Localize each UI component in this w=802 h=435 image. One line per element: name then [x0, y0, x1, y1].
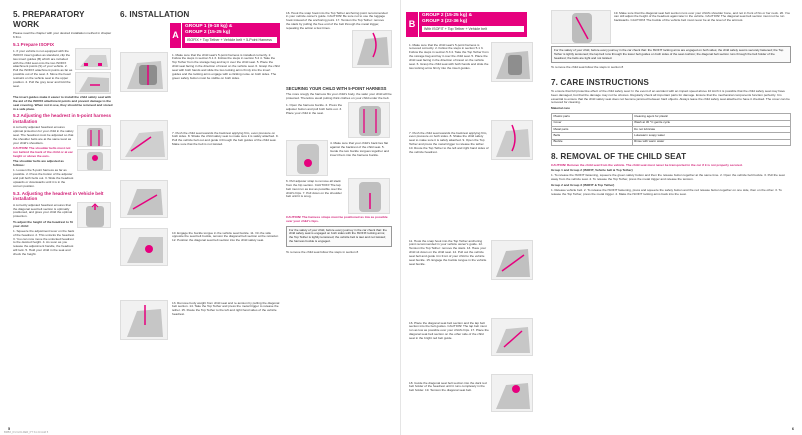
- remove-group-b: Group 2 and Group 3 (ISOFIT & Top Tether): [551, 182, 615, 187]
- secure-warning: CAUTION! The harness straps must be positioned as low as possible over your child's hips.: [286, 214, 388, 223]
- page-number-right: 6: [791, 427, 794, 432]
- group-a-line2: GROUP 2 (15-25 kg): [185, 29, 231, 35]
- belt-text: A correctly adjusted headrest ensures that the diagonal seat belt section is optimally positioned, and gives your child the optimal protection.: [13, 202, 73, 219]
- prep-title: 5. PREPARATORY WORK: [13, 10, 85, 30]
- isofix-title: 5.1 Prepare ISOFIX: [13, 41, 55, 47]
- group-a-header: [182, 23, 280, 48]
- secure-check-note: For the safety of your child, before every journey in the car check that: the child safety seat is engaged on both sides with the ISOFIX locking arms; the Top Tether is tightly tensioned; the vehicle belt is taut and not twisted; the harness buckle is engaged.: [286, 226, 392, 247]
- prep-column: [13, 10, 113, 257]
- page-number-left: 5: [8, 427, 11, 432]
- care-table-row: [552, 139, 791, 145]
- care-text: To ensure that full protective effect of the child safety seat: In the event of an accident with an impact speed above 10 km/h it is possible that the child safety seat may have been damaged, but that the damage may not be obvious. Regularly check all important parts for damage. Ensure that the mechanical components function perfectly. It is essential to ensure that the child safety seat does not become jammed between hard objects. Always leave the child safety seat attached to have it checked. The cover can be removed for cleaning.: [551, 88, 790, 105]
- install-b-illustration-4: [491, 318, 533, 356]
- install-a-illustration-3: [120, 180, 168, 218]
- group-b-line3: With ISOFIT + Top Tether + Vehicle belt: [422, 26, 524, 31]
- care-method-cell: Wash at 30 °C gentle cycle: [632, 120, 790, 126]
- care-part-cell: Belts: [552, 133, 633, 139]
- shoulder-belt-illustration: [551, 10, 611, 44]
- remove-note-left: To remove the child seat follow the steps in section 8: [286, 249, 359, 254]
- install-a-illustration-5: [120, 300, 168, 340]
- harness-title: 5.2 Adjusting the headrest in 5-point harness installation: [13, 113, 112, 125]
- group-b-tag: B: [406, 12, 418, 37]
- install-a-steps-5: 16. Hook the snap hook into the Top Tether anchoring point recommended in your vehicle owner's guide. CAUTION! Be sure not to use the luggage hook instead of the anchoring point. 17. Tension the Top Tether: remove the slack by pulling the free end of the belt through the metal trigger, repeating the action a few times.: [286, 10, 388, 30]
- right-page: [401, 0, 802, 435]
- install-a-illustration-4: [120, 228, 168, 266]
- remove-steps-b: 1. Release vehicle belt. 2. To release the ISOFIT fastening, press and squeeze the safety button and the red release button together on one side, then on the other. 3. To release the Top Tether, press the metal trigger. 4. Make the ISOFIT locking arms back into the seat.: [551, 187, 782, 196]
- secure-illustration-3: [348, 178, 390, 214]
- care-part-cell: Buckle: [552, 139, 633, 145]
- install-b-steps-1: 1. Make sure that the child seat's 5-point harness is removed correctly. 2. Follow the steps in section 5.1 3. Follow the steps in section 5.3 4. Take the Top Tether from the storage bag and lay it over the child seat. 5. Place the child seat facing in the direction of travel on the vehicle seat. 6. Grasp the child seat with both hands and slide the two locking arms firmly into the insert guides.: [409, 42, 489, 70]
- install-a-illustration-2: [120, 120, 168, 160]
- shoulder-steps: 1. Loosen the 5-point harness as far as possible. 2. Press the button of the adjuster and pull both belts out. 3. Slide the headrest upwards or downwards until it is in the correct position.: [13, 168, 74, 188]
- installation-title: 6. INSTALLATION: [120, 10, 190, 19]
- harness-illustration-2: [77, 149, 111, 171]
- right-column: [551, 10, 791, 197]
- group-a-line3: ISOFIX + Top Tether + Vehicle belt + 5-Point Harness: [185, 37, 277, 42]
- install-a-steps-2: 7. Push the child seat towards the backrest applying firm, even pressure on both sides. 8. Shake the child safety seat to make sure it is safely attached. 9. Pull the vehicle belt out and guide it through the belt guides of the child seat. Make sure that the belt is not twisted.: [172, 130, 279, 147]
- belt-steps: 1. Squeeze the adjustment lever on the back of the headrest. 2. This unlocks the headrest. 3. You can now move the unlocked headrest to the desired height. 4. As soon as you release the adjustment handle, the headrest will lock. 5. Hold your child in the seat and check the height.: [13, 228, 75, 257]
- harness-warning: CAUTION! The shoulder belts must not run behind the back of the child or at ear height or above the ears.: [13, 146, 73, 158]
- install-b-illustration-1: [491, 42, 533, 82]
- prep-intro: Please read the chapter with your desired installation method in chapter 6 first.: [13, 31, 112, 39]
- care-table-title: Material care: [551, 106, 570, 111]
- install-b-steps-2: 7. Push the child seat towards the backrest applying firm, even pressure on both sides. 8. Shake the child safety seat to make sure it is safely attached. 9. Open the Top Tether and press the metal trigger to release the tether. 10. Route the Top Tether to the left and right hand sides of the vehicle headrest.: [409, 130, 489, 154]
- belt-title: 5.3. Adjusting the headrest in Vehicle belt installation: [13, 190, 104, 202]
- group-b-header: [419, 12, 527, 37]
- install-a-steps-4: 13. Remove body weight from child seat and re-tension by pulling the diagonal belt section. 14. Take the Top Tether and press the metal trigger to release the tether. 15. Route the Top Tether to the left and right hand sides of the vehicle headrest.: [172, 300, 280, 317]
- install-b-steps-5: 18. Guide the diagonal seat belt section into the dark red belt holder of the headrest until it runs completely in the belt holder. 19. Tension the diagonal seat belt.: [409, 380, 487, 393]
- remove-warning: CAUTION! Remove the child seat from the vehicle. The child seat must never be transported in the car if it is not properly secured.: [551, 162, 743, 167]
- secure-illustration-2: [286, 140, 328, 176]
- remove-steps-a: 1. To release the ISOFIT fastening, squeeze the green safety button and then the release button together at the same time. 2. Open the vehicle belt buckle. 3. Pull the seat away from the vehicle seat. 4. To release the Top Tether, press the metal trigger and release the tension.: [551, 173, 785, 182]
- secure-steps-3: 6. Pull adjuster strap to remove all slack from the hip section. CAUTION! The lap belt must run as low as possible over the child's hips. 7. Pull down on the shoulder belt until it is snug.: [286, 178, 342, 199]
- secure-illustration-1: [348, 102, 390, 138]
- headrest-illustration: [77, 202, 111, 228]
- install-b-illustration-2: [491, 120, 533, 160]
- isofix-illustration-2: [75, 72, 111, 94]
- care-method-cell: Cleaning agent for plastic: [632, 114, 790, 120]
- remove-group-a: Group 1 and Group 2 (ISOFIT, Vehicle belt & Top Tether): [551, 167, 633, 172]
- care-method-cell: Do not lubricate: [632, 126, 790, 132]
- secure-steps-2: 4. Make sure that your child's back lies flat against the backrest of the child seat. 5. Guide the two buckle tongues together and insert them into the harness buckle.: [330, 140, 389, 157]
- care-table: [551, 113, 791, 146]
- care-part-cell: Cover: [552, 120, 633, 126]
- care-method-cell: Lukewarm soapy water: [632, 133, 790, 139]
- group-a-line1: GROUP 1 (9-18 kg) &: [185, 24, 233, 29]
- install-a-steps-1: 1. Make sure that the child seat's 5-point harness is installed correctly. 2. Follow the steps in section 5.1 3. Follow the steps in section 5.2 4. Take the Top Tether from the storage bag and lay it over the child seat. 5. Place the child seat facing in the direction of travel on the vehicle seat. 6. Grasp the child seat with both hands and slide the two locking arms firmly into the insert guides and the locking arms engage with a clicking noise on both sides. The green safety button must be visible on both sides.: [172, 52, 280, 80]
- isofix-illustration-1: [75, 48, 111, 70]
- care-method-cell: Rinse with warm water: [632, 139, 790, 145]
- secure-section: [286, 84, 392, 255]
- isofix-steps: 1. If your vehicle is not equipped with the ISOFIX insert guides as standard, clip the two insert guides (B) which are included with the child seat onto the two ISOFIX attachment points (S) of your vehicle. 2. Pull the ISOFIX attachment points as far as possible out of the seat. 3. Move the head restraint on the vehicle seat to the upper position. 4. Pull the grey lever and fold the seat.: [13, 48, 73, 88]
- top-tether-illustration: [352, 30, 392, 68]
- remove-note-right: To remove the child seat follow the steps in section 8: [551, 65, 624, 70]
- secure-steps: 1. Open the harness buckle. 2. Press the adjuster button and pull both belts out. 3. Place your child in the seat.: [286, 102, 343, 115]
- isofix-note: The insert guides make it easier to install the child safety seat with the aid of the ISOFIX attachment points and prevent damage to the seat covering. When not in use, they should be removed and stored in a safe place.: [13, 94, 113, 111]
- shoulder-title: The shoulder belts are adjusted as follows:: [13, 159, 64, 168]
- secure-title: SECURING YOUR CHILD WITH 5-POINT HARNESS: [286, 86, 387, 91]
- secure-text: The more snugly the harness fits your child's body, the safer your child will be protected. Therefore avoid putting thick clothes on your child under the belt.: [286, 91, 392, 100]
- install-b-illustration-3: [491, 240, 533, 280]
- group-b-line1: GROUP 2 (15-25 kg) &: [422, 13, 473, 18]
- install-a-illustration-1: [120, 52, 168, 92]
- care-part-cell: Metal parts: [552, 126, 633, 132]
- installation-column: [120, 10, 280, 20]
- right-top-text: 19. Make sure that the diagonal seat belt section runs over your child's shoulder bone, and not in front of his or her neck. 20. You can still adjust the height of the headrest again later in the vehicle. CAUTION! The diagonal seat belt section must not be run backwards. CAUTION! The buckle of the vehicle belt must never be at the level of the armrest.: [614, 10, 791, 23]
- install-a-steps-3: 10. Engage the buckle tongue in the vehicle seat buckle. 11. On the side opposite the seat belt buckle, tension the diagonal belt section at the retractor. 12. Position the diagonal seat belt section into the child safety seat.: [172, 230, 279, 243]
- install-b-steps-4: 16. Place the diagonal seat belt section and the lap belt section into the belt guides. CAUTION! The lap belt must run as low as possible over your child's hips. 17. Place the diagonal seat belt section on the other side of the child seat in the bright red belt guide.: [409, 320, 489, 340]
- harness-text: A correctly adjusted headrest ensures optimal protection for your child in the safety seat. The headrest must be adjusted so that the shoulder belts are at the same level as your child's shoulders.: [13, 125, 74, 145]
- print-footer: BRBX_IFU HOLDER_PT S1 23.indd 5: [4, 430, 49, 434]
- remove-title: 8. REMOVAL OF THE CHILD SEAT: [551, 151, 687, 161]
- group-a-tag: A: [170, 23, 181, 48]
- care-title: 7. CARE INSTRUCTIONS: [551, 78, 649, 88]
- right-check-note: For the safety of your child, before every journey in the car check that: the ISOFIT locking arms are engaged on both sides; the child safety seat is securely fastened; the Top Tether is tightly tensioned; the lap belt runs through the lower belt guides on both sides of the seat cushion; the diagonal belt section runs through the belt holder of the headrest; the belts are tight and not twisted.: [551, 46, 791, 63]
- install-b-illustration-5: [491, 374, 533, 412]
- care-part-cell: Plastic parts: [552, 114, 633, 120]
- harness-illustration-1: [77, 125, 111, 147]
- belt-subtitle: To adjust the height of the headrest to fit your child:: [13, 219, 73, 228]
- group-b-line2: GROUP 3 (22-36 kg): [422, 18, 468, 24]
- install-b-steps-3: 11. Hook the snap hook into the Top Tether anchoring point recommended in your vehicle owner's guide. 12. Tension the Top Tether: remove the slack. 13. Have your child sit down on the child seat. 14. Pull out the vehicle seat belt and guide it in front of your child to the vehicle seat buckle. 15. Engage the buckle tongue in the vehicle seat buckle.: [409, 238, 487, 266]
